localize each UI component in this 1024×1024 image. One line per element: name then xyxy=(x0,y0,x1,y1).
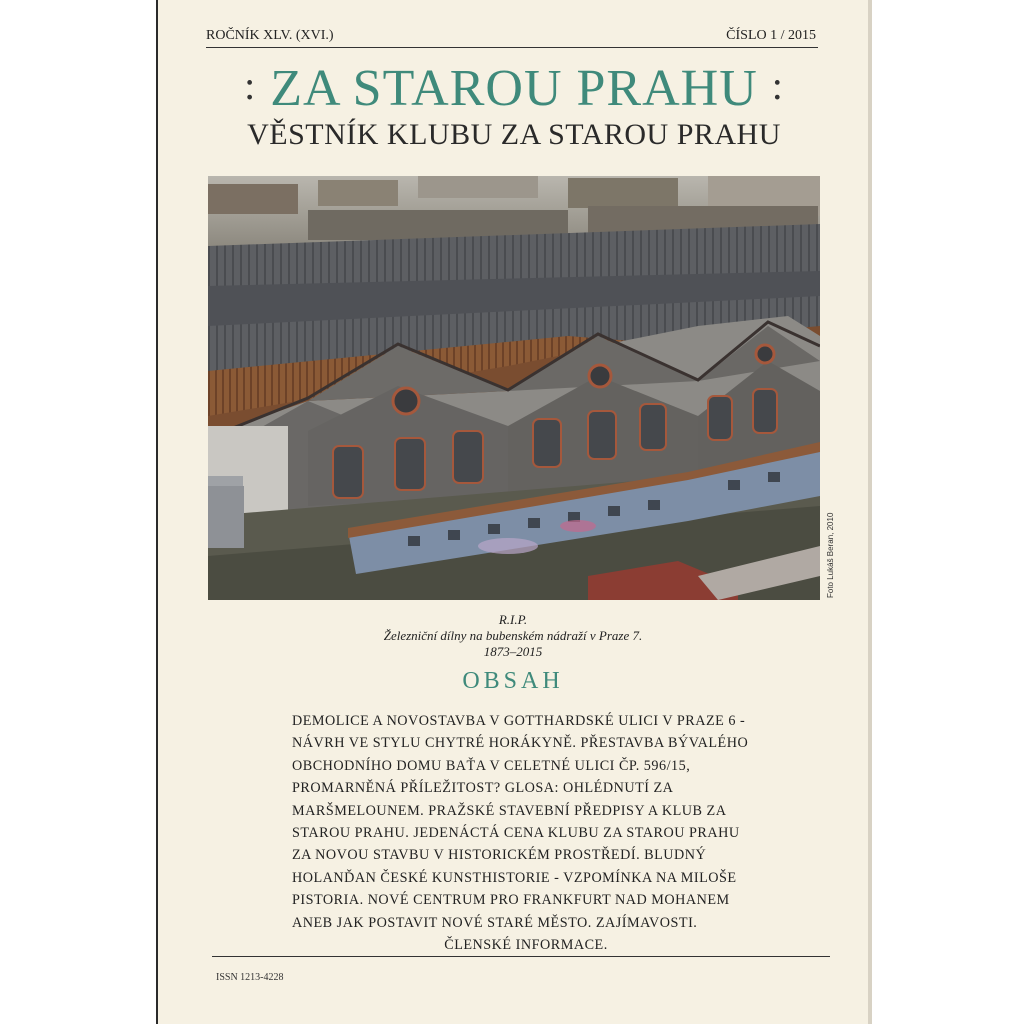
contents-list xyxy=(292,710,760,956)
contents-line: OBCHODNÍHO DOMU BAŤA V CELETNÉ ULICI ČP. 596/15, xyxy=(292,757,691,774)
railway-workshops-photo xyxy=(208,176,820,600)
contents-line: ZA NOVOU STAVBU V HISTORICKÉM PROSTŘEDÍ. BLUDNÝ xyxy=(292,847,707,864)
masthead-text: ZA STAROU PRAHU xyxy=(270,60,758,117)
masthead-title xyxy=(194,54,834,121)
header-rule xyxy=(206,47,818,48)
volume-label: ROČNÍK XLV. (XVI.) xyxy=(206,28,334,43)
contents-line: MARŠMELOUNEM. PRAŽSKÉ STAVEBNÍ PŘEDPISY A KLUB ZA xyxy=(292,802,727,819)
magazine-cover xyxy=(156,0,870,1024)
contents-line: PROMARNĚNÁ PŘÍLEŽITOST? GLOSA: OHLÉDNUTÍ ZA xyxy=(292,780,674,797)
cover-header xyxy=(206,28,816,46)
contents-line: ČLENSKÉ INFORMACE. xyxy=(444,937,608,954)
page-edge-shadow xyxy=(868,0,872,1024)
masthead-colon-right: : xyxy=(771,63,784,108)
masthead-subtitle: VĚSTNÍK KLUBU ZA STAROU PRAHU xyxy=(247,118,781,151)
photo-caption xyxy=(276,612,750,660)
contents-line: ANEB JAK POSTAVIT NOVÉ STARÉ MĚSTO. ZAJÍMAVOSTI. xyxy=(292,914,698,931)
contents-line: DEMOLICE A NOVOSTAVBA V GOTTHARDSKÉ ULICI V PRAZE 6 - xyxy=(292,713,746,729)
contents-line: STAROU PRAHU. JEDENÁCTÁ CENA KLUBU ZA STAROU PRAHU xyxy=(292,825,740,842)
footer-rule xyxy=(212,956,830,957)
contents-heading: OBSAH xyxy=(462,668,564,694)
caption-line: 1873–2015 xyxy=(483,644,543,659)
photo-credit: Foto Lukáš Beran, 2010 xyxy=(826,512,835,598)
contents-line: HOLANĎAN ČESKÉ KUNSTHISTORIE - VZPOMÍNKA NA MILOŠE xyxy=(292,869,737,886)
issn-label: ISSN 1213-4228 xyxy=(216,972,284,983)
contents-line: NÁVRH VE STYLU CHYTRÉ HORÁKYNĚ. PŘESTAVBA BÝVALÉHO xyxy=(292,735,749,752)
masthead-colon-left: : xyxy=(244,63,257,108)
cover-photo xyxy=(208,176,820,600)
caption-line: R.I.P. xyxy=(498,612,528,627)
contents-line: PISTORIA. NOVÉ CENTRUM PRO FRANKFURT NAD MOHANEM xyxy=(292,892,730,909)
issue-label: ČÍSLO 1 / 2015 xyxy=(726,28,816,43)
caption-line: Železniční dílny na bubenském nádraží v Praze 7. xyxy=(383,628,643,643)
scan-margin xyxy=(0,0,158,1024)
